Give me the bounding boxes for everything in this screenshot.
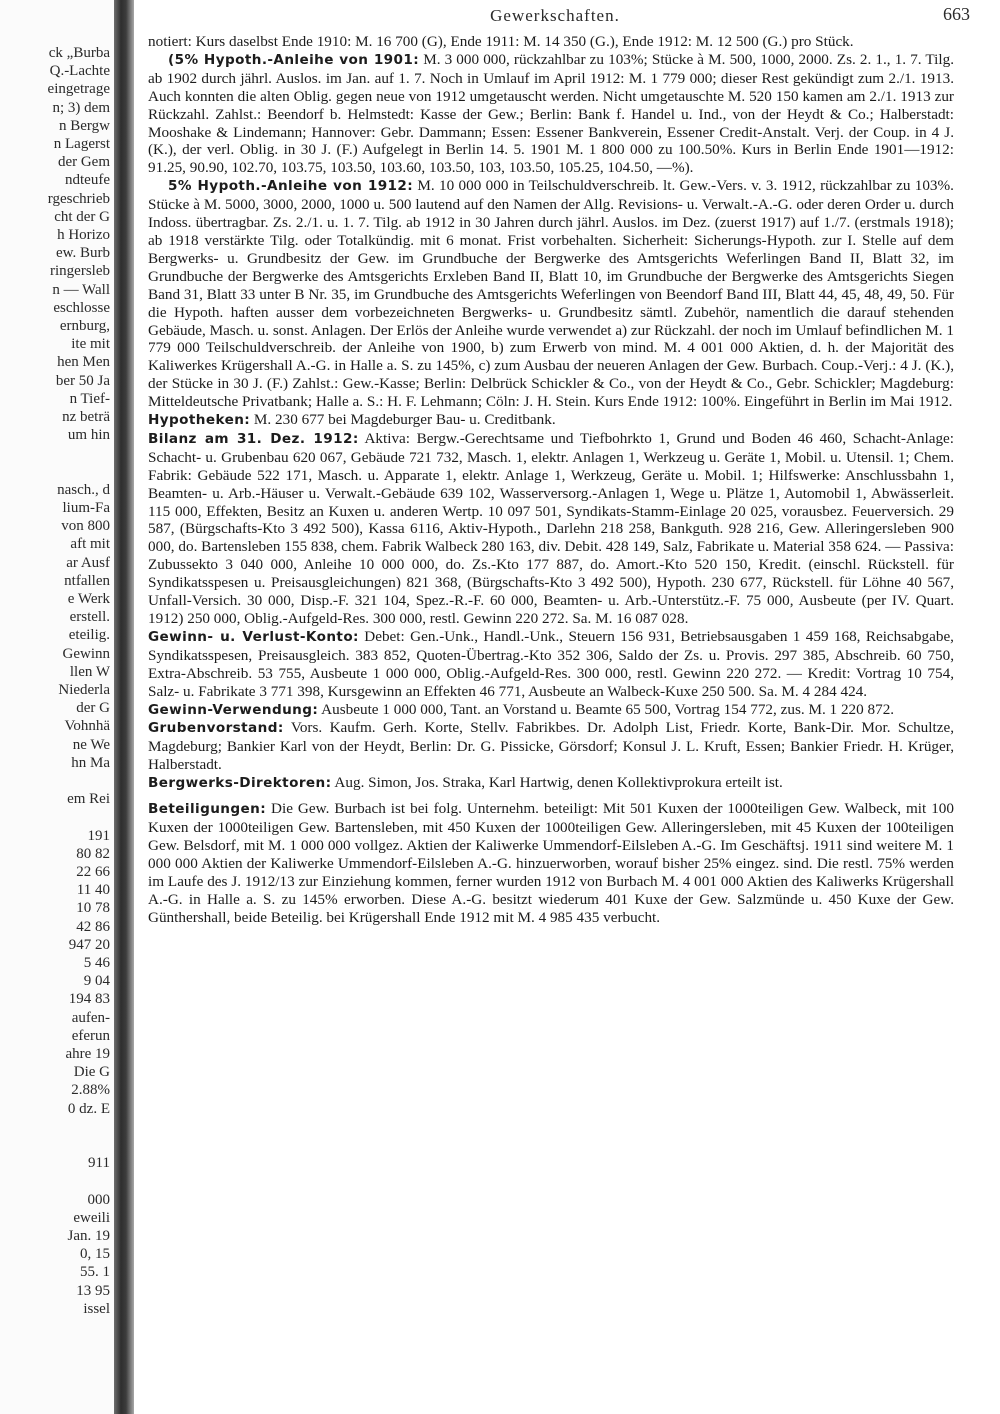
paragraph-body: notiert: Kurs daselbst Ende 1910: M. 16 700 (G), Ende 1911: M. 14 350 (G.), Ende 1912: M. 12 500 (G.) pro Stück. bbox=[148, 33, 854, 50]
margin-fragment: issel bbox=[83, 1300, 110, 1317]
margin-fragment: 2.88% bbox=[71, 1082, 110, 1099]
section-heading: 5% Hypoth.-Anleihe von 1912: bbox=[168, 178, 414, 195]
previous-page-margin bbox=[0, 0, 120, 1414]
paragraph-body: Vors. Kaufm. Gerh. Korte, Stellv. Fabrikbes. Dr. Adolph List, Friedr. Korte, Bank-Dir. Mor. Schultze, Magdeburg; Bankier Karl von der Heydt, Berlin: Dr. G. Pissicke, Görsdorf; Konsul J. L. Kruft, Essen; Bankier Friedr. H. Krüger, Halberstadt. bbox=[148, 719, 954, 774]
margin-fragment: der G bbox=[76, 700, 110, 717]
margin-fragment: cht der G bbox=[54, 208, 110, 225]
margin-fragment: nasch., d bbox=[57, 481, 110, 498]
margin-fragment: 0 dz. E bbox=[67, 1100, 110, 1117]
margin-fragment: 194 83 bbox=[68, 991, 110, 1008]
section-heading: Gewinn-Verwendung: bbox=[148, 701, 319, 718]
margin-fragment: um hin bbox=[67, 427, 110, 444]
article-column bbox=[148, 33, 954, 926]
margin-fragment: 42 86 bbox=[76, 918, 110, 935]
section-heading: Bilanz am 31. Dez. 1912: bbox=[148, 430, 359, 447]
margin-fragment: Vohnhä bbox=[64, 718, 110, 735]
margin-fragment: ite mit bbox=[71, 336, 110, 353]
page-number: 663 bbox=[943, 4, 970, 24]
margin-fragment: aft mit bbox=[70, 536, 110, 553]
margin-fragment: Jan. 19 bbox=[67, 1228, 110, 1244]
margin-fragment: lium-Fa bbox=[62, 500, 110, 516]
paragraph-body: M. 230 677 bei Magdeburger Bau- u. Creditbank. bbox=[250, 411, 556, 429]
margin-fragment: ber 50 Ja bbox=[55, 372, 110, 389]
paragraph-body: Aug. Simon, Jos. Straka, Karl Hartwig, denen Kollektivprokura erteilt ist. bbox=[331, 774, 783, 792]
margin-fragment: 22 66 bbox=[76, 864, 110, 880]
margin-fragment: eferun bbox=[71, 1027, 110, 1044]
margin-fragment: n Lagerst bbox=[53, 136, 110, 152]
margin-fragment: n; 3) dem bbox=[52, 99, 110, 116]
margin-fragment: n Tief- bbox=[69, 390, 110, 407]
margin-fragment: 947 20 bbox=[68, 936, 110, 953]
margin-fragment: nz beträ bbox=[62, 409, 110, 425]
margin-fragment: ndteufe bbox=[65, 172, 110, 189]
margin-fragment: Q.-Lachte bbox=[49, 63, 110, 80]
section-heading: Hypotheken: bbox=[148, 412, 251, 429]
margin-fragment: hen Men bbox=[57, 354, 110, 371]
article-paragraph bbox=[148, 177, 954, 411]
article-paragraph bbox=[148, 701, 954, 720]
margin-fragment: 5 46 bbox=[83, 955, 110, 971]
margin-fragment: llen W bbox=[69, 663, 110, 680]
margin-fragment: eteilig. bbox=[68, 627, 110, 644]
section-heading: Bergwerks-Direktoren: bbox=[148, 775, 332, 792]
paragraph-body: Die Gew. Burbach ist bei folg. Unternehm. beteiligt: Mit 501 Kuxen der 1000teiligen Gew. Walbeck, mit 100 Kuxen der 1000teiligen Gew. Bartensleben, mit 450 Kuxen der 1000teiligen Gew. Alleringersleben, mit 45 Kuxen der 100teiligen Gew. Belsdorf, mit M. 1 000 000 vollgez. Aktien der Kaliwerke Ummendorf-Eilsleben A.-G. Im Geschäftsj. 1911 sind weitere M. 1 000 000 Aktien der Kaliwerke Ummendorf-Eilsleben A.-G. hinzuerworben, worauf bisher 25% eingez. sind. Die restl. 75% werden im Laufe des J. 1912/13 zur Einziehung kommen, ferner wurden 1912 von Burbach M. 4 001 000 Aktien des Kaliwerks Krügershall A.-G. in Halle a. S. zu 145% erworben. Diese A.-G. besitzt wiederum 401 Kuxe der Gew. Salzmünde u. 450 Kuxe der Gew. Günthershall, beide Beteilig. bei Krügershall Ende 1912 mit M. 4 985 435 verbucht. bbox=[148, 800, 954, 926]
margin-fragment: eschlosse bbox=[53, 299, 110, 316]
paragraph-body: Ausbeute 1 000 000, Tant. an Vorstand u. Beamte 65 500, Vortrag 154 772, zus. M. 1 220 872. bbox=[318, 700, 895, 718]
margin-fragment: n — Wall bbox=[52, 281, 110, 298]
margin-fragment: eingetrage bbox=[47, 81, 110, 98]
article-paragraph bbox=[148, 33, 954, 51]
book-gutter bbox=[114, 0, 134, 1414]
running-header bbox=[140, 6, 970, 30]
margin-fragment: ahre 19 bbox=[65, 1046, 110, 1062]
margin-fragment: erstell. bbox=[69, 609, 110, 626]
margin-fragment: hn Ma bbox=[71, 754, 110, 771]
margin-fragment: h Horizo bbox=[57, 227, 110, 243]
margin-fragment: 9 04 bbox=[83, 973, 110, 990]
margin-fragment: ringersleb bbox=[50, 263, 110, 280]
margin-fragment: 000 bbox=[87, 1191, 110, 1208]
margin-fragment: ntfallen bbox=[64, 572, 110, 589]
margin-fragment: Die G bbox=[73, 1064, 110, 1081]
margin-fragment: 55. 1 bbox=[80, 1264, 110, 1281]
margin-fragment: ne We bbox=[72, 736, 110, 753]
margin-fragment: 911 bbox=[88, 1155, 110, 1172]
article-paragraph bbox=[148, 800, 954, 926]
margin-fragment: ck „Burba bbox=[48, 45, 110, 61]
margin-fragment: der Gem bbox=[57, 154, 110, 171]
margin-fragment: e Werk bbox=[67, 591, 110, 607]
margin-fragment: ernburg, bbox=[59, 318, 110, 334]
margin-fragment: ar Ausf bbox=[66, 554, 110, 571]
margin-fragment: aufen- bbox=[71, 1009, 110, 1026]
margin-fragment: rgeschrieb bbox=[47, 190, 110, 207]
margin-fragment: em Rei bbox=[67, 791, 110, 808]
article-paragraph bbox=[148, 628, 954, 701]
section-heading: Gewinn- u. Verlust-Konto: bbox=[148, 628, 359, 645]
margin-fragment: 10 78 bbox=[76, 900, 110, 917]
margin-fragment: Niederla bbox=[58, 682, 110, 698]
margin-fragment: 11 40 bbox=[76, 882, 110, 899]
section-heading: (5% Hypoth.-Anleihe von 1901: bbox=[168, 51, 420, 68]
margin-fragment: 0, 15 bbox=[80, 1246, 110, 1263]
paragraph-body: Aktiva: Bergw.-Gerechtsame und Tiefbohrkto 1, Grund und Boden 46 460, Schacht-Anlage: Schacht- u. Grubenbau 620 067, Gebäude 721 732, Masch. 1, elektr. Anlagen 1, Werkzeug u. Geräte 1, Mobil. u. Utensil. 1; Chem. Fabrik: Gebäude 522 171, Masch. u. Apparate 1, elektr. Anlage 1, Werkzeug, Geräte u. Mobil. 1; Hilfswerke: Anschlussbahn 1, Beamten- u. Arb.-Häuser u. Verwalt.-Gebäude 639 102, Wasserversorg.-Anlagen 1, Wege u. Plätze 1, Automobil 1, Abwässerleit. 115 000, Effekten, Besitz an Kuxen u. anderen Wertp. 10 097 501, Syndikats-Stamm-Einlage 20 025, vorausbez. Feuerversich. 29 587, (Bürgschafts-Kto 3 492 500), Kassa 6116, Aktiv-Hypoth., Darlehn 218 258, Bankguth. 928 216, Gew. Alleringersleben 900 000, do. Bartensleben 155 838, chem. Fabrik Walbeck 280 163, div. Debit. 428 149, Salz, Fabrikate u. Material 358 624. — Passiva: Zubussekto 3 040 000, Anleihe 10 000 000, do. Zs.-Kto 177 887, do. Amort.-Kto 520 150, Kredit. (einschl. Rückstell. für Syndikatsspesen u. Preisausgleichungen) 821 368, (Bürgschafts-Kto 3 492 500), Hypoth. 230 677, Rückstell. für Löhne 40 567, Unfall-Versich. 30 000, Disp.-F. 321 104, Spez.-R.-F. 60 000, Beamten- u. Arb.-Unterstütz.-F. 75 000, Ausbeute (per IV. Quart. 1912) 250 000, Oblig.-Aufgeld-Res. 300 000, restl. Gewinn 220 272. Sa. M. 16 087 028. bbox=[148, 429, 954, 627]
running-title: Gewerkschaften. bbox=[490, 6, 620, 25]
margin-fragment: 13 95 bbox=[76, 1282, 110, 1299]
paragraph-body: M. 3 000 000, rückzahlbar zu 103%; Stücke à M. 500, 1000, 2000. Zs. 2. 1., 1. 7. Tilg. ab 1902 durch jährl. Auslos. im Jan. auf 1. 7. Noch in Umlauf im April 1912: M. 1 779 000; dieser Rest gekündigt zum 2./1. 1913. Auch konnten die alten Oblig. gegen neue von 1912 umgetauscht werden. Nicht umgetauschte M. 520 150 kamen am 2./1. 1913 zur Rückzahl. Zahlst.: Beendorf b. Helmstedt: Kasse der Gew.; Berlin: Bank f. Handel u. Ind., von der Heydt & Co.; Halberstadt: Mooshake & Lindemann; Hannover: Gebr. Dammann; Essen: Essener Bankverein, Essener Credit-Anstalt. Verj. der Coup. in 4 J. (K.), der verl. Oblig. in 30 J. (F.) Aufgelegt in Berlin 14. 5. 1901 M. 1 800 000 zu 100.50%. Kurs in Berlin Ende 1901—1912: 91.25, 90.90, 102.70, 103.75, 103.50, 103.60, 103.50, 103, 103.50, 105.25, 104.50, —%). bbox=[148, 50, 954, 177]
paragraph-body: M. 10 000 000 in Teilschuldverschreib. lt. Gew.-Vers. v. 3. 1912, rückzahlbar zu 103%. Stücke à M. 5000, 3000, 2000, 1000 u. 500 lautend auf den Namen der Allg. Revisions- u. Verwalt.-A.-G. oder deren Order u. durch Indoss. übertragbar. Zs. 2./1. u. 1. 7. Tilg. ab 1912 in 30 Jahren durch jährl. Auslos. im Dez. (zuerst 1917) auf 1./7. (erstmals 1918); ab 1918 verstärkte Tilg. oder Totalkündig. mit 6 monat. Frist vorbehalten. Sicherheit: Sicherungs-Hypoth. zur I. Stelle auf dem Bergwerks- u. Grundbesitz der Gew. im Grundbuche der Bergwerke des Amtsgerichts Weferlingen Band II, Blatt 32, im Grundbuche der Bergwerke des Amtsgerichts Erxleben Band II, Blatt 10, im Grundbuche der Bergwerke des Amtsgerichts Siegen Band 31, Blatt 33 unter B Nr. 35, im Grundbuche des Amtsgerichts Weferlingen von Beendorf Band III, Blatt 44, 45, 48, 49, 50. Für die Hypoth. haften ausser dem vorbezeichneten Bergwerks- u. Grundbesitz sämtl. Zubehör, namentlich die darauf stehenden Gebäude, Masch. u. sonst. Anlagen. Der Erlös der Anleihe wurde verwendet a) zur Rückzahl. der noch im Umlauf befindlichen M. 1 779 000 Teilschuldverschreib. der Anleihe von 1900, b) zum Erwerb von mind. M. 4 001 000 Aktien, d. h. der Majorität des Kaliwerkes Krügershall A.-G. in Halle a. S. zu 145%, c) zum Ausbau der neueren Anlagen der Gew. Burbach. Coup.-Verj.: 4 J. (K.), der Stücke in 30 J. (F.) Zahlst.: Gew.-Kasse; Berlin: Delbrück Schickler & Co., von der Heydt & Co., Gebr. Schickler; Magdeburg: Mitteldeutsche Privatbank; Halle a. S.: H. F. Lehmann; Cöln: J. H. Stein. Kurs Ende 1912: 100%. Eingeführt in Berlin im Mai 1912. bbox=[148, 177, 954, 411]
article-paragraph bbox=[148, 430, 954, 628]
margin-fragment: von 800 bbox=[61, 518, 110, 535]
article-paragraph bbox=[148, 51, 954, 177]
article-paragraph bbox=[148, 719, 954, 774]
margin-fragment: 80 82 bbox=[76, 845, 110, 862]
margin-fragment: n Bergw bbox=[59, 117, 110, 134]
section-heading: Beteiligungen: bbox=[148, 801, 267, 818]
section-heading: Grubenvorstand: bbox=[148, 720, 284, 737]
margin-fragment: eweili bbox=[73, 1209, 110, 1226]
margin-fragment: 191 bbox=[87, 827, 110, 844]
article-paragraph bbox=[148, 411, 954, 430]
margin-fragment: ew. Burb bbox=[55, 245, 110, 262]
paragraph-body: Debet: Gen.-Unk., Handl.-Unk., Steuern 156 931, Betriebsausgaben 1 459 168, Reichsabgabe, Syndikatsspesen, Preisausgleich. 383 852, Quoten-Übertrag.-Kto 352 306, Saldo der Zs. u. Provis. 297 385, Abschreib. 60 750, Extra-Abschreib. 53 755, Ausbeute 1 000 000, Oblig.-Aufgeld-Res. 300 000, restl. Gewinn 220 272. — Kredit: Vortrag 10 754, Salz- u. Fabrikate 3 771 398, Kursgewinn an Effekten 46 771, Ausbeute an Walbeck-Kuxe 250 500. Sa. M. 4 284 424. bbox=[148, 627, 954, 700]
article-paragraph bbox=[148, 774, 954, 793]
margin-fragment: Gewinn bbox=[62, 645, 110, 662]
